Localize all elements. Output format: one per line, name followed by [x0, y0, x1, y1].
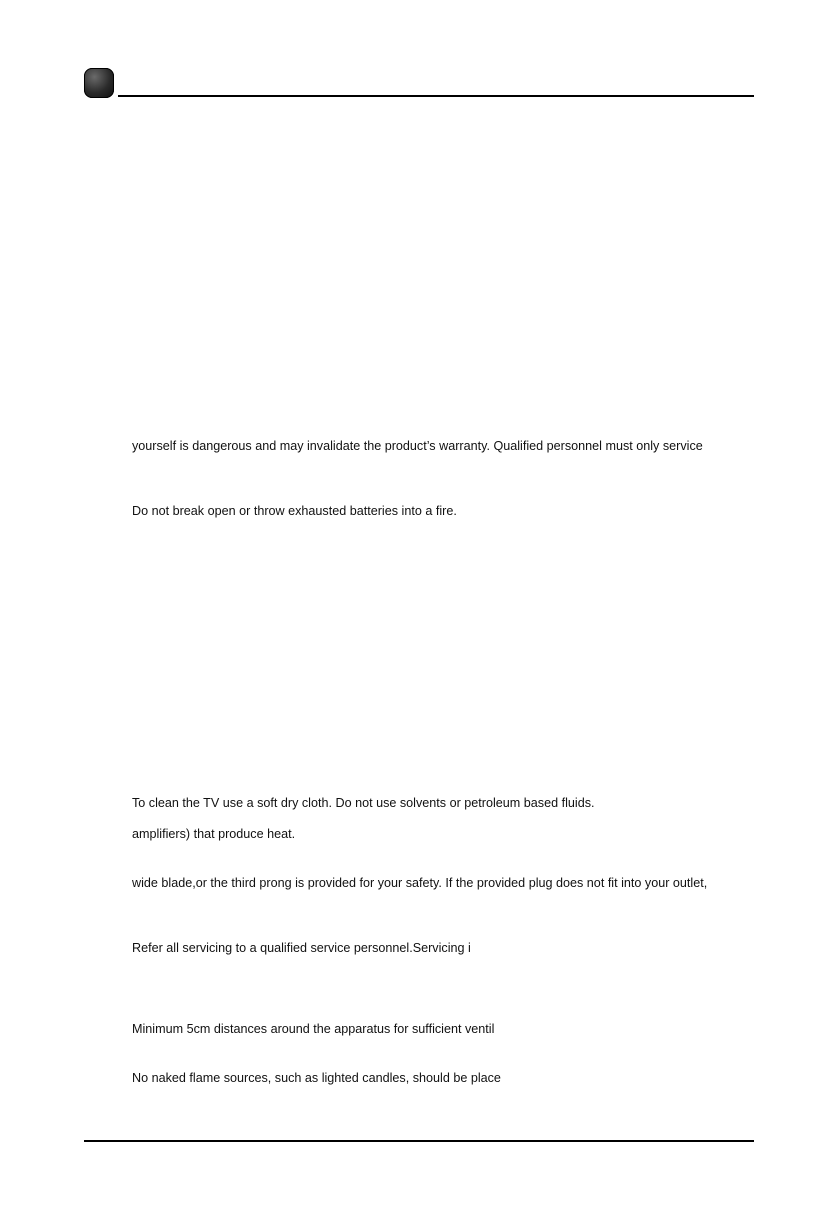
header-rule	[118, 95, 754, 97]
text-line-warranty: yourself is dangerous and may invalidate the product’s warranty. Qualified personnel must only service	[132, 439, 703, 453]
footer-rule	[84, 1140, 754, 1142]
text-line-amplifiers: amplifiers) that produce heat.	[132, 827, 296, 841]
text-line-servicing: Refer all servicing to a qualified service personnel.Servicing i	[132, 941, 471, 955]
square-bullet-icon	[84, 68, 114, 98]
text-line-flame: No naked flame sources, such as lighted candles, should be place	[132, 1071, 501, 1085]
text-line-batteries: Do not break open or throw exhausted batteries into a fire.	[132, 504, 457, 518]
text-line-plug: wide blade,or the third prong is provided for your safety. If the provided plug does not fit into your outlet,	[132, 876, 708, 890]
text-line-cleaning: To clean the TV use a soft dry cloth. Do not use solvents or petroleum based fluids.	[132, 796, 595, 810]
text-line-ventilation: Minimum 5cm distances around the apparatus for sufficient ventil	[132, 1022, 495, 1036]
